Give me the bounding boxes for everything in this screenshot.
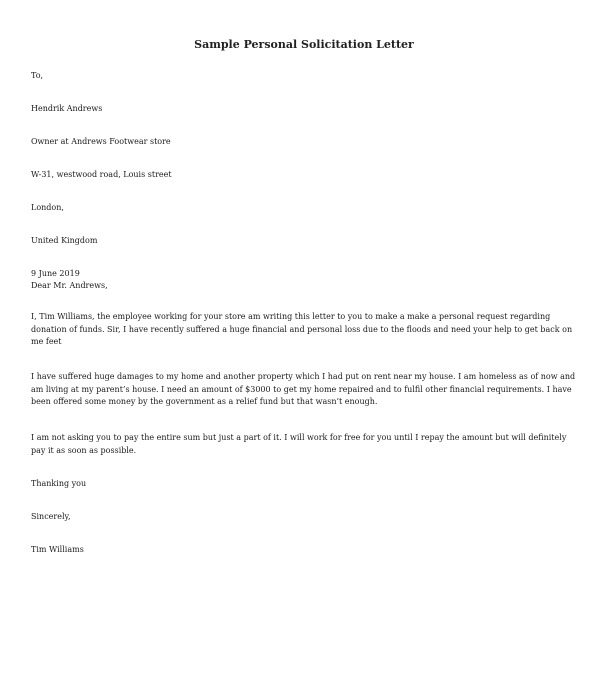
paragraph-1: I, Tim Williams, the employee working for your store am writing this letter to you to make a make a personal request regarding donation of funds. Sir, I have recently suffered a huge financial and personal loss due to the floods and need your help to get back on me feet bbox=[31, 312, 573, 346]
sender-name: Tim Williams bbox=[31, 545, 84, 554]
paragraph-3: I am not asking you to pay the entire sum but just a part of it. I will work for free for you until I repay the amount but will definitely pay it as soon as possible. bbox=[31, 433, 567, 455]
paragraph-2: I have suffered huge damages to my home and another property which I had put on rent near my house. I am homeless as of now and am living at my parent’s house. I need an amount of $3000 to get my home repaired and to fulfil other financial requirements. I have been offered some money by the government as a relief fund but that wasn’t enough. bbox=[31, 372, 576, 406]
recipient-name: Hendrik Andrews bbox=[31, 104, 103, 113]
address-country: United Kingdom bbox=[31, 236, 98, 245]
address-line1: W-31, westwood road, Louis street bbox=[31, 170, 172, 179]
greeting: Dear Mr. Andrews, bbox=[31, 281, 108, 290]
letter-title: Sample Personal Solicitation Letter bbox=[194, 38, 414, 51]
letter-date: 9 June 2019 bbox=[31, 269, 80, 278]
salutation-to: To, bbox=[31, 71, 44, 80]
sign-off: Sincerely, bbox=[31, 512, 71, 521]
recipient-title: Owner at Andrews Footwear store bbox=[31, 137, 171, 146]
closing-thanks: Thanking you bbox=[31, 479, 87, 488]
address-city: London, bbox=[31, 203, 64, 212]
